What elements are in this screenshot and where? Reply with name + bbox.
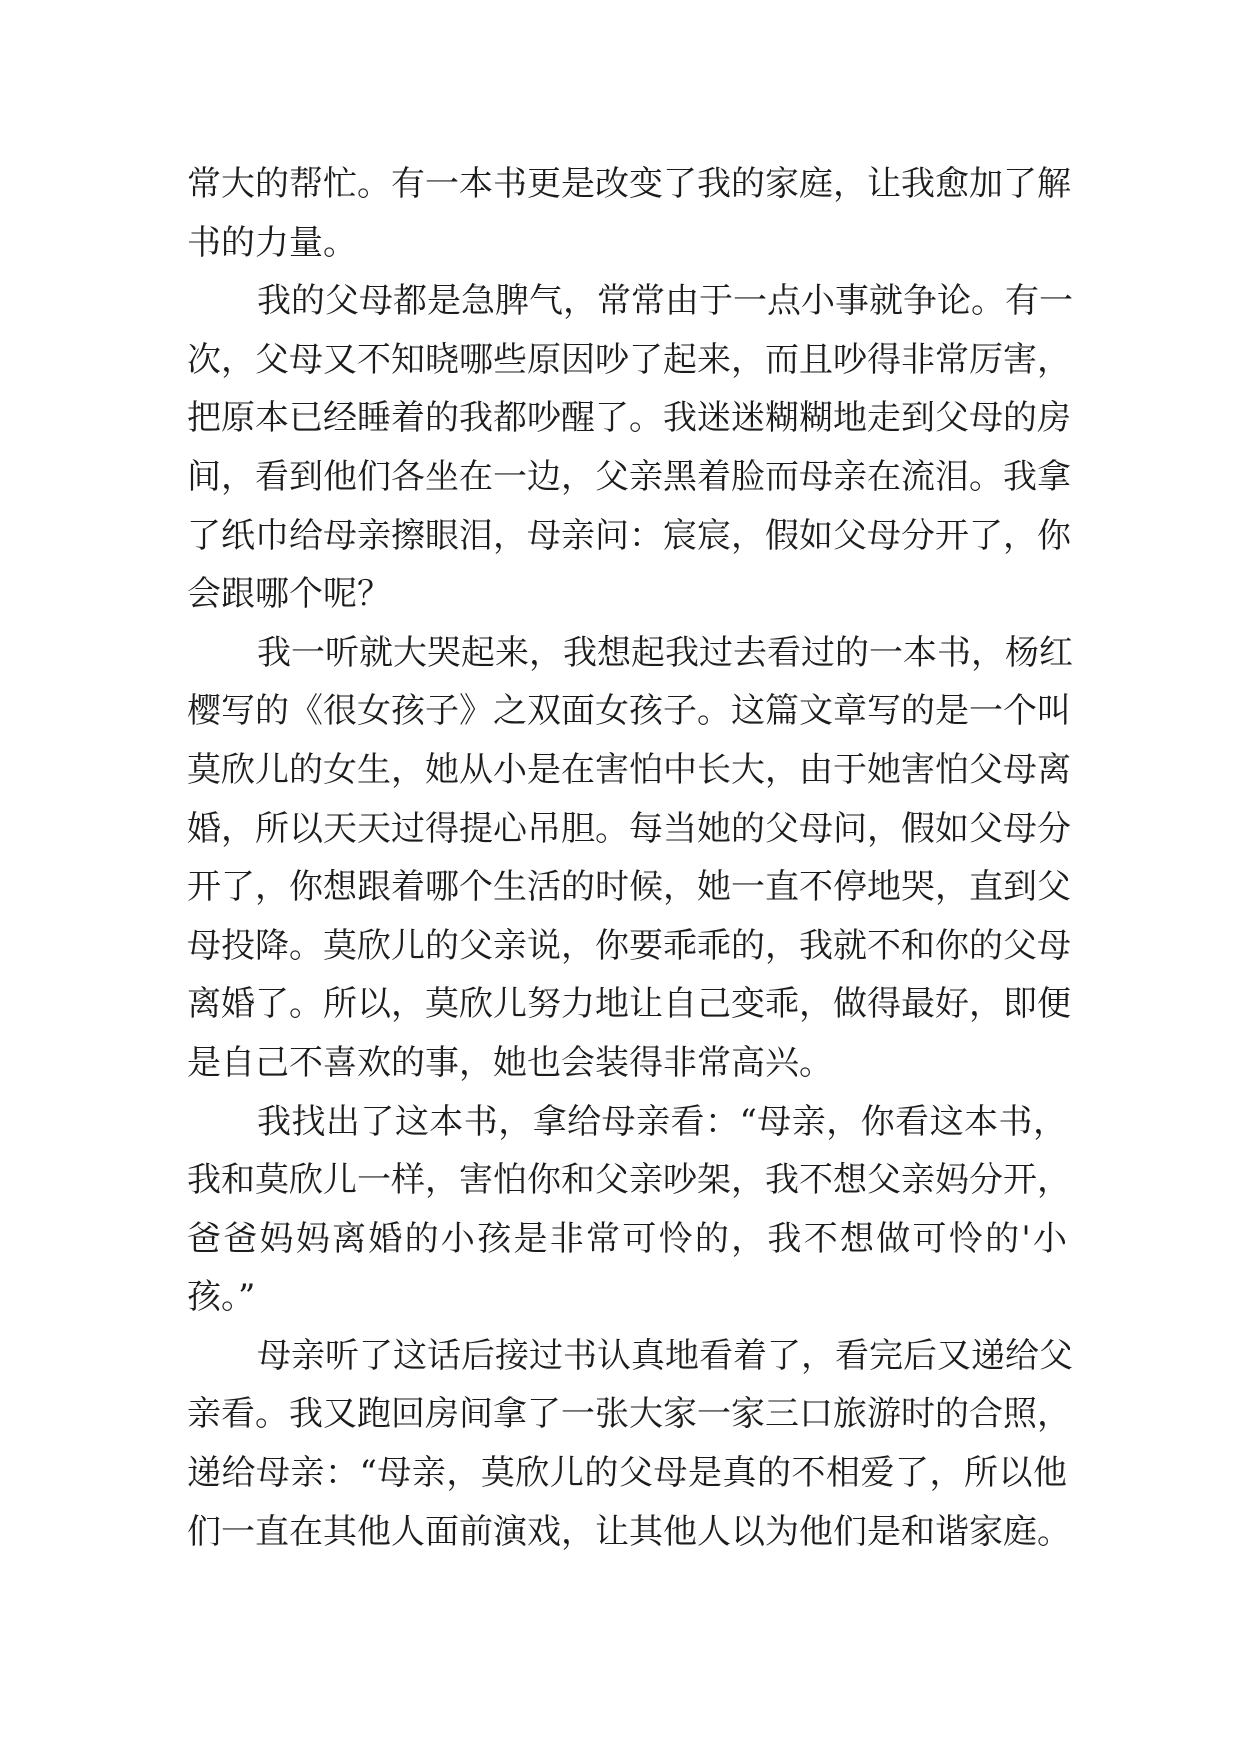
text-line: 们一直在其他人面前演戏，让其他人以为他们是和谐家庭。	[187, 1511, 1071, 1552]
text-line: 母亲听了这话后接过书认真地看着了，看完后又递给父	[257, 1335, 1073, 1376]
text-line: 亲看。我又跑回房间拿了一张大家一家三口旅游时的合照，	[187, 1394, 1071, 1435]
text-line: 爸爸妈妈离婚的小孩是非常可怜的，我不想做可怜的'小	[187, 1218, 1067, 1259]
text-line: 离婚了。所以，莫欣儿努力地让自己变乖，做得最好，即便	[187, 984, 1071, 1025]
text-line: 母投降。莫欣儿的父亲说，你要乖乖的，我就不和你的父母	[187, 925, 1071, 966]
paragraph	[187, 272, 1073, 624]
text-line: 了纸巾给母亲擦眼泪，母亲问：宸宸，假如父母分开了，你	[187, 515, 1071, 556]
text-line: 间，看到他们各坐在一边，父亲黑着脸而母亲在流泪。我拿	[187, 456, 1071, 497]
text-line: 递给母亲：“母亲，莫欣儿的父母是真的不相爱了，所以他	[187, 1453, 1067, 1494]
text-line: 我找出了这本书，拿给母亲看：“母亲，你看这本书，	[257, 1101, 1067, 1142]
paragraph	[187, 1093, 1071, 1327]
text-line: 莫欣儿的女生，她从小是在害怕中长大，由于她害怕父母离	[187, 749, 1071, 790]
text-line: 会跟哪个呢？	[187, 574, 391, 615]
text-line: 开了，你想跟着哪个生活的时候，她一直不停地哭，直到父	[187, 867, 1071, 908]
text-line: 我的父母都是急脾气，常常由于一点小事就争论。有一	[257, 281, 1073, 322]
text-line: 我一听就大哭起来，我想起我过去看过的一本书，杨红	[257, 632, 1073, 673]
text-line: 书的力量。	[187, 222, 357, 263]
text-line: 常大的帮忙。有一本书更是改变了我的家庭，让我愈加了解	[187, 164, 1071, 204]
text-line: 我和莫欣儿一样，害怕你和父亲吵架，我不想父亲妈分开，	[187, 1160, 1071, 1201]
document-body	[187, 155, 1073, 1561]
text-line: 是自己不喜欢的事，她也会装得非常高兴。	[187, 1042, 833, 1083]
text-line: 次，父母又不知晓哪些原因吵了起来，而且吵得非常厉害，	[187, 339, 1071, 380]
paragraph	[187, 624, 1073, 1093]
text-line: 孩。”	[187, 1277, 256, 1318]
text-line: 婚，所以天天过得提心吊胆。每当她的父母问，假如父母分	[187, 808, 1071, 849]
paragraph	[187, 155, 1071, 272]
text-line: 樱写的《很女孩子》之双面女孩子。这篇文章写的是一个叫	[187, 691, 1071, 732]
paragraph	[187, 1327, 1073, 1561]
text-line: 把原本已经睡着的我都吵醒了。我迷迷糊糊地走到父母的房	[187, 398, 1071, 439]
